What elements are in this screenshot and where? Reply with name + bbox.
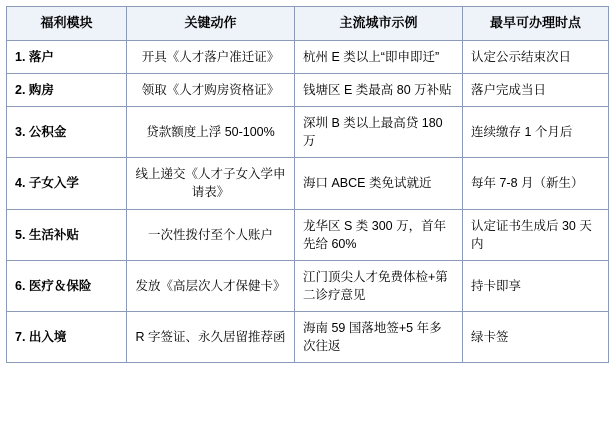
- cell-city: 海口 ABCE 类免试就近: [295, 158, 463, 209]
- column-header-action: 关键动作: [127, 7, 295, 41]
- cell-module: 5. 生活补贴: [7, 209, 127, 260]
- cell-module: 6. 医疗＆保险: [7, 260, 127, 311]
- cell-city: 龙华区 S 类 300 万，首年先给 60%: [295, 209, 463, 260]
- cell-action: 开具《人才落户准迁证》: [127, 40, 295, 73]
- table-row: [7, 40, 609, 73]
- cell-action: R 字签证、永久居留推荐函: [127, 312, 295, 363]
- cell-time: 认定公示结束次日: [463, 40, 609, 73]
- table-body: [7, 40, 609, 363]
- cell-time: 认定证书生成后 30 天内: [463, 209, 609, 260]
- table-row: [7, 260, 609, 311]
- benefit-table: [6, 6, 609, 363]
- table-row: [7, 312, 609, 363]
- cell-module: 7. 出入境: [7, 312, 127, 363]
- cell-action: 发放《高层次人才保健卡》: [127, 260, 295, 311]
- cell-module: 3. 公积金: [7, 107, 127, 158]
- cell-city: 钱塘区 E 类最高 80 万补贴: [295, 73, 463, 106]
- cell-action: 线上递交《人才子女入学申请表》: [127, 158, 295, 209]
- cell-city: 杭州 E 类以上“即申即迁”: [295, 40, 463, 73]
- cell-time: 连续缴存 1 个月后: [463, 107, 609, 158]
- cell-city: 深圳 B 类以上最高贷 180 万: [295, 107, 463, 158]
- table-row: [7, 209, 609, 260]
- table-row: [7, 73, 609, 106]
- cell-time: 持卡即享: [463, 260, 609, 311]
- column-header-city: 主流城市示例: [295, 7, 463, 41]
- table-row: [7, 158, 609, 209]
- cell-module: 1. 落户: [7, 40, 127, 73]
- cell-time: 绿卡签: [463, 312, 609, 363]
- column-header-module: 福利模块: [7, 7, 127, 41]
- cell-module: 2. 购房: [7, 73, 127, 106]
- table-header: [7, 7, 609, 41]
- cell-action: 贷款额度上浮 50-100%: [127, 107, 295, 158]
- cell-city: 江门顶尖人才免费体检+第二诊疗意见: [295, 260, 463, 311]
- cell-action: 一次性拨付至个人账户: [127, 209, 295, 260]
- cell-module: 4. 子女入学: [7, 158, 127, 209]
- column-header-time: 最早可办理时点: [463, 7, 609, 41]
- cell-action: 领取《人才购房资格证》: [127, 73, 295, 106]
- table-header-row: [7, 7, 609, 41]
- cell-city: 海南 59 国落地签+5 年多次往返: [295, 312, 463, 363]
- cell-time: 落户完成当日: [463, 73, 609, 106]
- table-row: [7, 107, 609, 158]
- cell-time: 每年 7-8 月（新生）: [463, 158, 609, 209]
